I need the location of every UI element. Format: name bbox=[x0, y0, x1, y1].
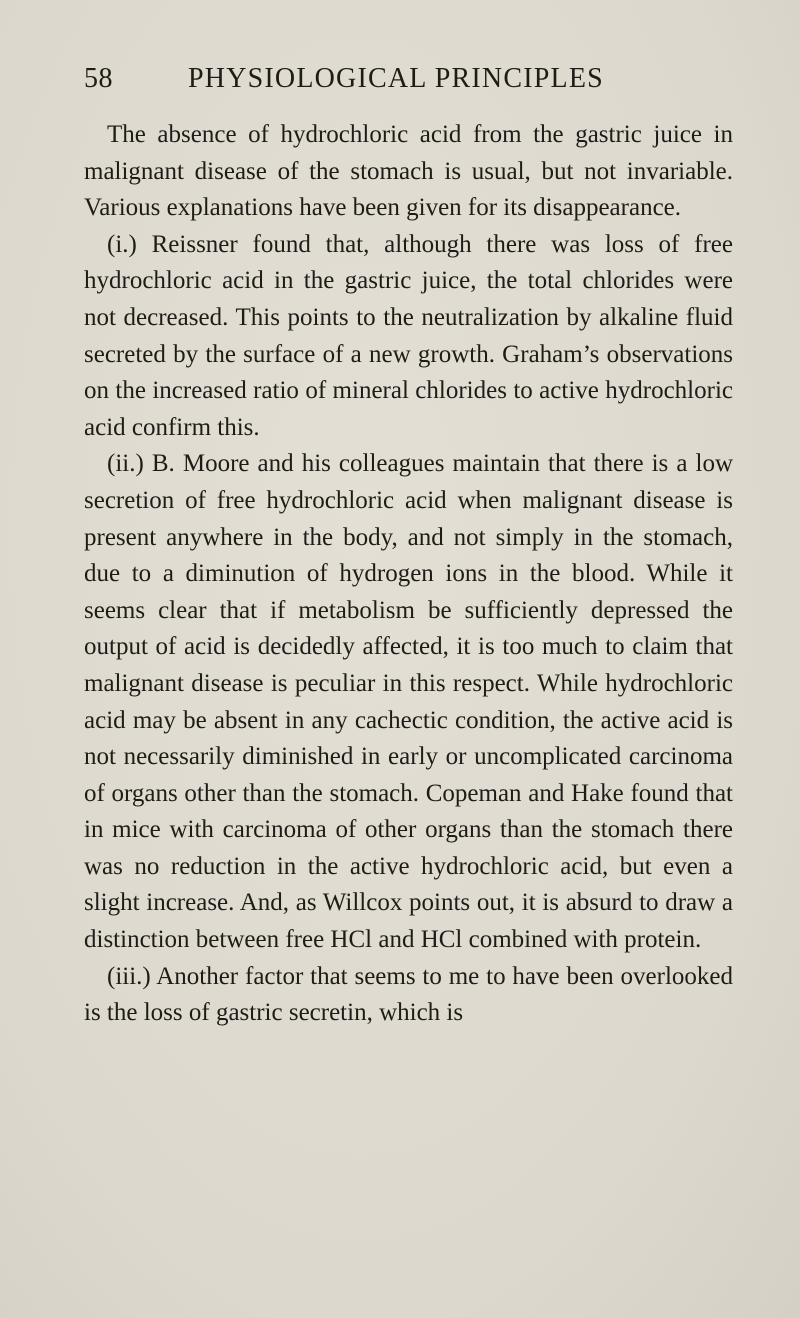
paragraph-moore: (ii.) B. Moore and his colleagues maintain that there is a low secretion of free hydrochloric acid when malignant disease is present anywhere in the body, and not simply in the stomach, due to a diminution of hydrogen ions in the blood. While it seems clear that if metabolism be sufficiently depressed the output of acid is decidedly affected, it is too much to claim that malignant disease is peculiar in this respect. While hydrochloric acid may be absent in any cachectic condition, the active acid is not necessarily diminished in early or uncomplicated carcinoma of organs other than the stomach. Copeman and Hake found that in mice with carcinoma of other organs than the stomach there was no reduction in the active hydrochloric acid, but even a slight increase. And, as Willcox points out, it is absurd to draw a distinction between free HCl and HCl combined with protein. bbox=[84, 450, 733, 954]
body-text bbox=[84, 117, 733, 1032]
page-number: 58 bbox=[84, 63, 113, 94]
paragraph-secretin: (iii.) Another factor that seems to me to have been overlooked is the loss of gastric secretin, which is bbox=[84, 962, 733, 1027]
paragraph-reissner: (i.) Reissner found that, although there was loss of free hydrochloric acid in the gastric juice, the total chlorides were not decreased. This points to the neutralization by alkaline fluid secreted by the surface of a new growth. Graham’s observations on the increased ratio of mineral chlorides to active hydrochloric acid confirm this. bbox=[84, 230, 733, 441]
page-header bbox=[84, 63, 744, 103]
paragraph-intro: The absence of hydrochloric acid from the gastric juice in malignant disease of the stomach is usual, but not invariable. Various explanations have been given for its disappearance. bbox=[84, 121, 733, 222]
running-title: PHYSIOLOGICAL PRINCIPLES bbox=[188, 63, 604, 94]
